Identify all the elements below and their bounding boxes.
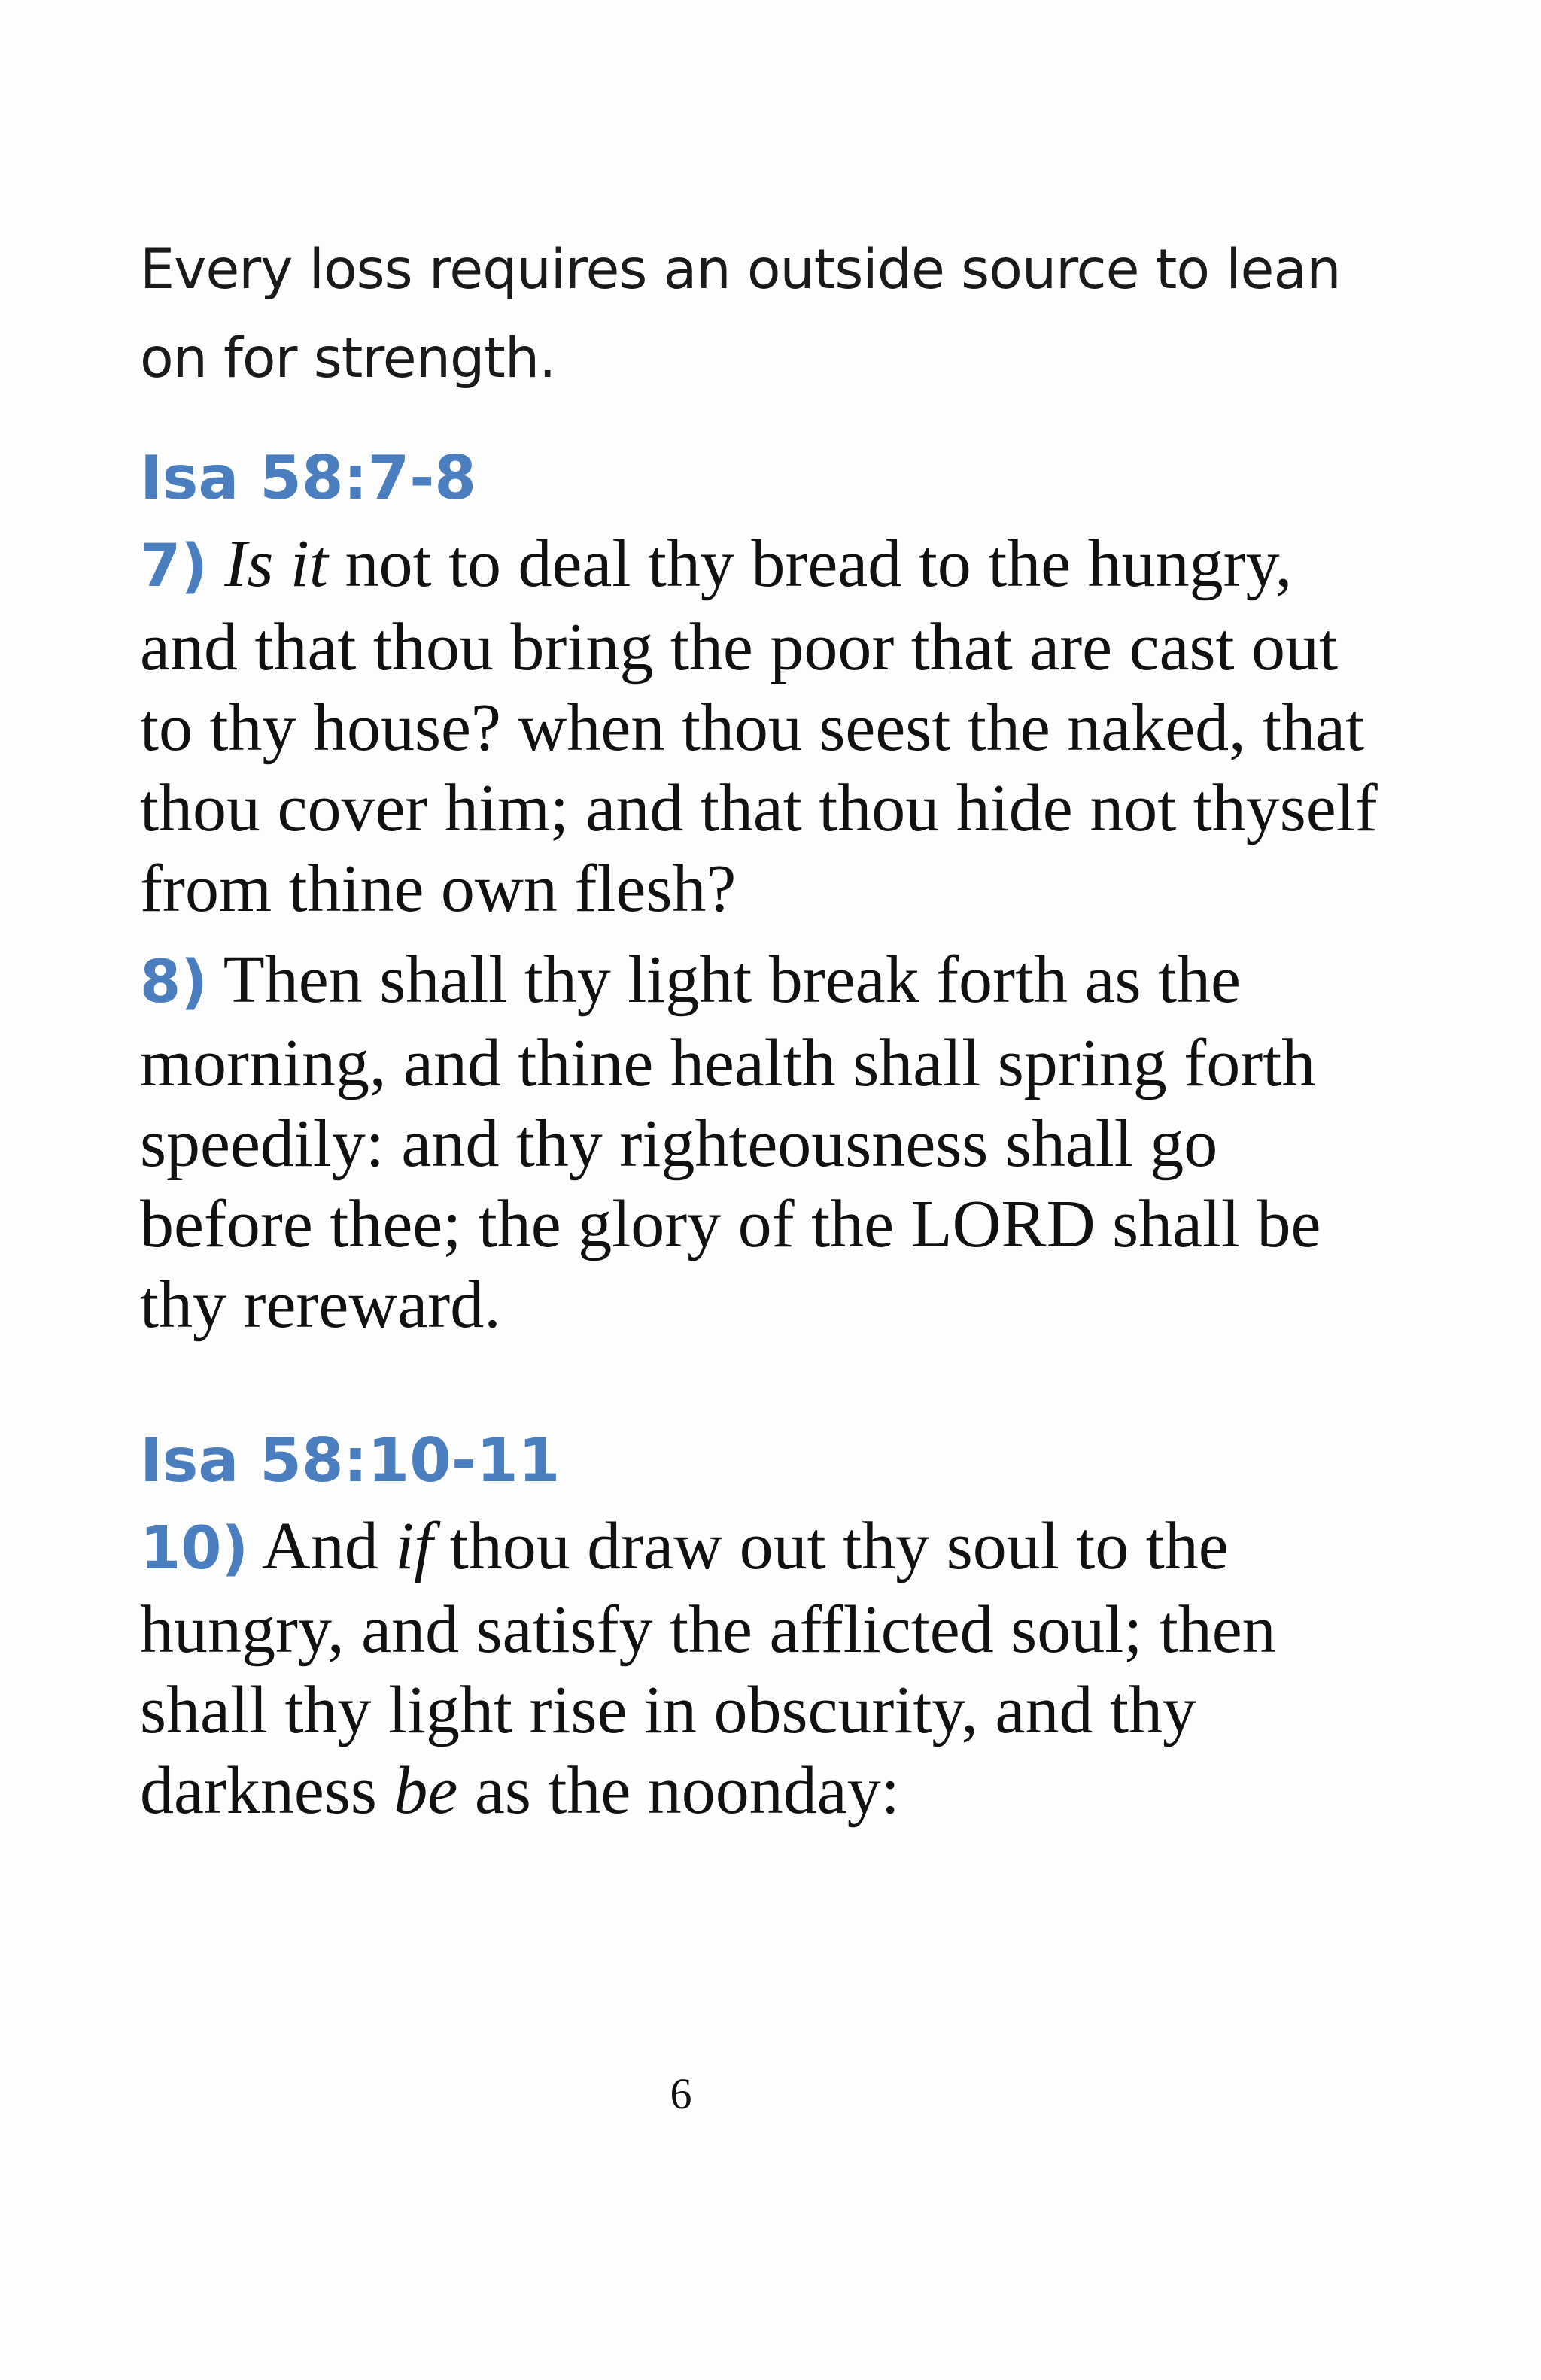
verse-text: not to deal thy bread to the hungry, and that thou bring the poor that are cast out to thy house? when thou seest the naked, that thou cover him; and that thou hide not thyself from thine own flesh? — [140, 527, 1378, 926]
verse-text: And — [261, 1509, 396, 1583]
verse-number: 7) — [140, 533, 208, 600]
page-content — [140, 226, 1404, 1841]
italic-text: if — [395, 1509, 433, 1583]
intro-text: Every loss requires an outside source to lean on for strength. — [140, 238, 1341, 390]
verse-text: thou draw out thy soul to the hungry, and satisfy the afflicted soul; then shall thy light rise in obscurity, and thy darkness — [140, 1509, 1276, 1828]
italic-text: be — [394, 1753, 458, 1828]
verse-text: Then shall thy light break forth as the morning, and thine health shall spring forth speedily: and thy righteousness shall go before thee; the glory of the LORD shall be thy rereward. — [140, 943, 1321, 1342]
passage-reference-1: Isa 58:7-8 — [140, 443, 477, 513]
verse-8 — [140, 940, 1404, 1345]
page-number: 6 — [670, 2069, 692, 2118]
verse-10 — [140, 1506, 1404, 1831]
italic-text: Is it — [224, 527, 328, 601]
verse-7 — [140, 524, 1404, 929]
verse-number: 8) — [140, 949, 208, 1016]
verse-number: 10) — [140, 1515, 249, 1583]
section-gap — [140, 1355, 1404, 1416]
passage-reference-2: Isa 58:10-11 — [140, 1425, 561, 1495]
verse-text: as the noonday: — [457, 1753, 900, 1828]
